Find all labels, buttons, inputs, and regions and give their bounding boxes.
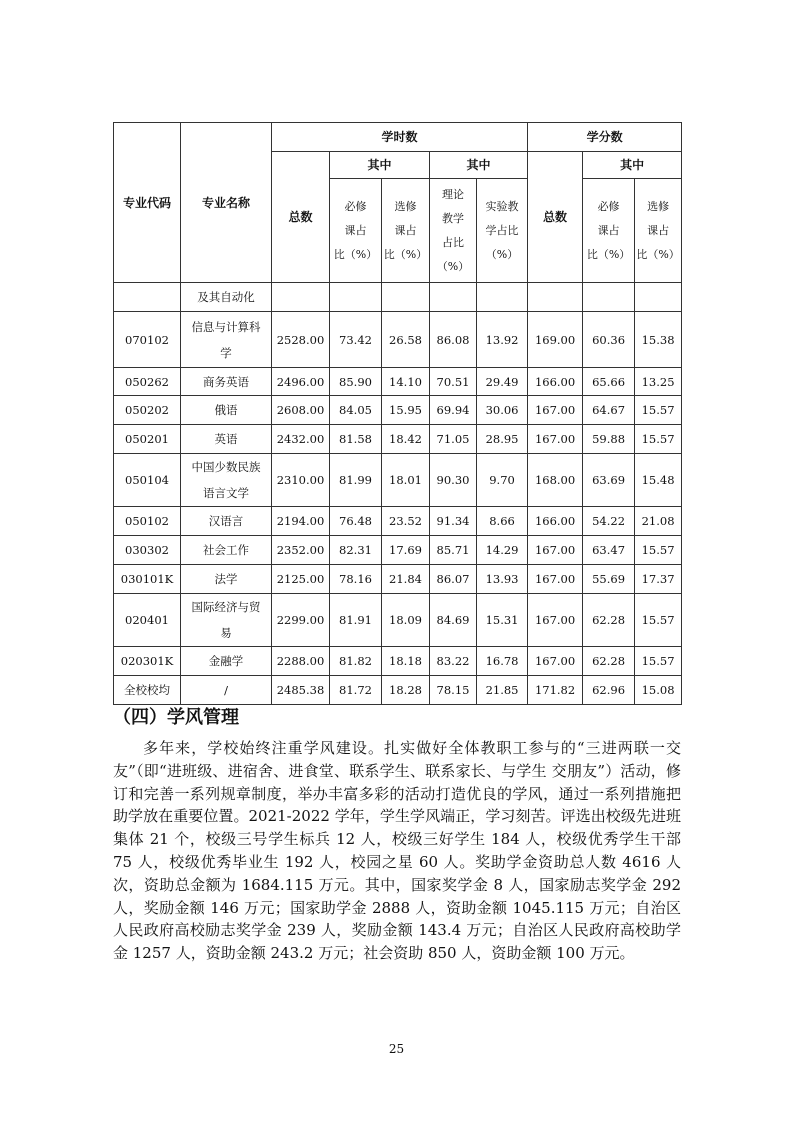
cell-ele-c: 15.48 bbox=[635, 454, 682, 507]
table-row bbox=[114, 536, 682, 565]
cell-ele-c: 15.57 bbox=[635, 396, 682, 425]
curriculum-ratio-table bbox=[113, 122, 682, 705]
cell-theory: 83.22 bbox=[430, 647, 477, 676]
cell-ele-h: 18.28 bbox=[382, 676, 430, 705]
cell-req-c: 65.66 bbox=[583, 368, 635, 396]
cell-req-c: 54.22 bbox=[583, 507, 635, 536]
cell-ele-h: 18.09 bbox=[382, 594, 430, 647]
cell-lab: 8.66 bbox=[477, 507, 528, 536]
cell-theory: 91.34 bbox=[430, 507, 477, 536]
cell-total-hours: 2528.00 bbox=[272, 312, 330, 368]
cell-name: 社会工作 bbox=[181, 536, 272, 565]
cell-ele-c: 15.08 bbox=[635, 676, 682, 705]
cell-name: 及其自动化 bbox=[181, 283, 272, 312]
cell-code: 030101K bbox=[114, 565, 181, 594]
header-required-hours-ratio: 必修 课占 比（%） bbox=[330, 179, 382, 283]
cell-req-h: 76.48 bbox=[330, 507, 382, 536]
cell-code: 020301K bbox=[114, 647, 181, 676]
cell-req-c: 63.69 bbox=[583, 454, 635, 507]
cell-req-h: 81.82 bbox=[330, 647, 382, 676]
cell-name: 英语 bbox=[181, 425, 272, 454]
cell-total-hours: 2288.00 bbox=[272, 647, 330, 676]
table-body bbox=[114, 283, 682, 705]
cell-code: 030302 bbox=[114, 536, 181, 565]
header-required-credits-ratio: 必修 课占 比（%） bbox=[583, 179, 635, 283]
table-row bbox=[114, 396, 682, 425]
header-hours-of-which-1: 其中 bbox=[330, 152, 430, 179]
header-hours-of-which-2: 其中 bbox=[430, 152, 528, 179]
cell-req-h: 81.91 bbox=[330, 594, 382, 647]
header-credits-of-which: 其中 bbox=[583, 152, 682, 179]
cell-total-hours: 2608.00 bbox=[272, 396, 330, 425]
cell-ele-c: 21.08 bbox=[635, 507, 682, 536]
cell-req-h: 73.42 bbox=[330, 312, 382, 368]
cell-name: 商务英语 bbox=[181, 368, 272, 396]
cell-req-h: 81.99 bbox=[330, 454, 382, 507]
cell-total-hours: 2352.00 bbox=[272, 536, 330, 565]
cell-total-hours: 2125.00 bbox=[272, 565, 330, 594]
header-elective-hours-ratio: 选修 课占 比（%） bbox=[382, 179, 430, 283]
header-credits-group: 学分数 bbox=[528, 123, 682, 152]
cell-ele-h: 26.58 bbox=[382, 312, 430, 368]
header-lab-ratio: 实验教 学占比 （%） bbox=[477, 179, 528, 283]
cell-total-hours: 2485.38 bbox=[272, 676, 330, 705]
cell-ele-h: 18.18 bbox=[382, 647, 430, 676]
cell-ele-h: 21.84 bbox=[382, 565, 430, 594]
cell-req-c: 59.88 bbox=[583, 425, 635, 454]
table-row bbox=[114, 425, 682, 454]
cell-total-credits: 167.00 bbox=[528, 594, 583, 647]
header-hours-group: 学时数 bbox=[272, 123, 528, 152]
cell-total-credits: 167.00 bbox=[528, 425, 583, 454]
cell-req-h: 81.72 bbox=[330, 676, 382, 705]
cell-lab: 15.31 bbox=[477, 594, 528, 647]
cell-total-credits: 166.00 bbox=[528, 368, 583, 396]
cell-ele-c: 15.38 bbox=[635, 312, 682, 368]
cell-total-hours: 2310.00 bbox=[272, 454, 330, 507]
cell-req-c: 63.47 bbox=[583, 536, 635, 565]
cell-req-c: 62.28 bbox=[583, 647, 635, 676]
section-paragraph: 多年来，学校始终注重学风建设。扎实做好全体教职工参与的“三进两联一交友”（即“进班级、进宿舍、进食堂、联系学生、联系家长、与学生 交朋友”）活动，修订和完善一系列规章制度，举办丰富多彩的活动打造优良的学风，通过一系列措施把助学放在重要位置。2021-2022 学年，学生学风端正，学习刻苦。评选出校级先进班集体 21 个，校级三号学生标兵 12 人，校级三好学生 184 人，校级优秀学生干部 75 人，校级优秀毕业生 192 人，校园之星 60 人。奖助学金资助总人数 4616 人次，资助总金额为 1684.115 万元。其中，国家奖学金 8 人，国家励志奖学金 292 人，奖励金额 146 万元；国家助学金 2888 人，资助金额 1045.115 万元；自治区人民政府高校励志奖学金 239 人，奖励金额 143.4 万元；自治区人民政府高校助学金 1257 人，资助金额 243.2 万元；社会资助 850 人，资助金额 100 万元。 bbox=[113, 739, 681, 963]
cell-ele-c: 15.57 bbox=[635, 647, 682, 676]
cell-name: 国际经济与贸 易 bbox=[181, 594, 272, 647]
cell-code: 070102 bbox=[114, 312, 181, 368]
header-theory-ratio: 理论 教学 占比 （%） bbox=[430, 179, 477, 283]
cell-name: / bbox=[181, 676, 272, 705]
cell-code: 020401 bbox=[114, 594, 181, 647]
cell-lab: 30.06 bbox=[477, 396, 528, 425]
page-number: 25 bbox=[388, 1042, 405, 1056]
cell-lab: 21.85 bbox=[477, 676, 528, 705]
table-row bbox=[114, 312, 682, 368]
cell-total-credits: 167.00 bbox=[528, 565, 583, 594]
cell-req-c: 62.96 bbox=[583, 676, 635, 705]
cell-req-h: 81.58 bbox=[330, 425, 382, 454]
cell-code: 050102 bbox=[114, 507, 181, 536]
cell-name: 法学 bbox=[181, 565, 272, 594]
cell-total-credits: 167.00 bbox=[528, 536, 583, 565]
cell-lab: 9.70 bbox=[477, 454, 528, 507]
header-hours-total: 总数 bbox=[272, 152, 330, 283]
cell-ele-c: 17.37 bbox=[635, 565, 682, 594]
cell-theory: 90.30 bbox=[430, 454, 477, 507]
table-row bbox=[114, 368, 682, 396]
cell-ele-h: 15.95 bbox=[382, 396, 430, 425]
cell-total-credits: 171.82 bbox=[528, 676, 583, 705]
cell-theory: 78.15 bbox=[430, 676, 477, 705]
cell-lab: 29.49 bbox=[477, 368, 528, 396]
table-row bbox=[114, 676, 682, 705]
header-major-code: 专业代码 bbox=[114, 123, 181, 283]
cell-req-h: 85.90 bbox=[330, 368, 382, 396]
cell-theory: 86.07 bbox=[430, 565, 477, 594]
cell-lab: 13.93 bbox=[477, 565, 528, 594]
cell-name: 信息与计算科 学 bbox=[181, 312, 272, 368]
cell-name: 俄语 bbox=[181, 396, 272, 425]
cell-req-h: 78.16 bbox=[330, 565, 382, 594]
cell-req-h: 84.05 bbox=[330, 396, 382, 425]
cell-req-c: 60.36 bbox=[583, 312, 635, 368]
header-credits-total: 总数 bbox=[528, 152, 583, 283]
cell-total-hours: 2194.00 bbox=[272, 507, 330, 536]
cell-theory: 70.51 bbox=[430, 368, 477, 396]
cell-theory: 84.69 bbox=[430, 594, 477, 647]
cell-name: 金融学 bbox=[181, 647, 272, 676]
header-elective-credits-ratio: 选修 课占 比（%） bbox=[635, 179, 682, 283]
cell-total-hours: 2299.00 bbox=[272, 594, 330, 647]
cell-ele-c: 15.57 bbox=[635, 536, 682, 565]
cell-theory: 85.71 bbox=[430, 536, 477, 565]
cell-ele-h: 23.52 bbox=[382, 507, 430, 536]
cell-ele-h: 17.69 bbox=[382, 536, 430, 565]
cell-theory: 86.08 bbox=[430, 312, 477, 368]
cell-total-credits: 167.00 bbox=[528, 647, 583, 676]
cell-req-h: 82.31 bbox=[330, 536, 382, 565]
cell-name: 中国少数民族 语言文学 bbox=[181, 454, 272, 507]
section-title: （四）学风管理 bbox=[113, 707, 239, 728]
cell-total-hours: 2496.00 bbox=[272, 368, 330, 396]
cell-total-credits: 167.00 bbox=[528, 396, 583, 425]
cell-req-c: 64.67 bbox=[583, 396, 635, 425]
cell-code: 全校校均 bbox=[114, 676, 181, 705]
cell-theory: 69.94 bbox=[430, 396, 477, 425]
header-major-name: 专业名称 bbox=[181, 123, 272, 283]
cell-lab: 14.29 bbox=[477, 536, 528, 565]
table-row bbox=[114, 507, 682, 536]
cell-name: 汉语言 bbox=[181, 507, 272, 536]
table-row bbox=[114, 594, 682, 647]
cell-total-credits: 166.00 bbox=[528, 507, 583, 536]
cell-code: 050202 bbox=[114, 396, 181, 425]
cell-lab: 28.95 bbox=[477, 425, 528, 454]
cell-ele-c: 13.25 bbox=[635, 368, 682, 396]
table-row bbox=[114, 454, 682, 507]
cell-ele-h: 18.01 bbox=[382, 454, 430, 507]
cell-theory: 71.05 bbox=[430, 425, 477, 454]
cell-total-credits: 168.00 bbox=[528, 454, 583, 507]
cell-ele-c: 15.57 bbox=[635, 425, 682, 454]
cell-ele-c: 15.57 bbox=[635, 594, 682, 647]
cell-lab: 13.92 bbox=[477, 312, 528, 368]
table-row bbox=[114, 565, 682, 594]
cell-req-c: 55.69 bbox=[583, 565, 635, 594]
cell-lab: 16.78 bbox=[477, 647, 528, 676]
cell-total-credits: 169.00 bbox=[528, 312, 583, 368]
cell-code: 050201 bbox=[114, 425, 181, 454]
cell-code: 050262 bbox=[114, 368, 181, 396]
cell-total-hours: 2432.00 bbox=[272, 425, 330, 454]
cell-code: 050104 bbox=[114, 454, 181, 507]
table-row-continuation bbox=[114, 283, 682, 312]
table-row bbox=[114, 647, 682, 676]
cell-ele-h: 14.10 bbox=[382, 368, 430, 396]
cell-req-c: 62.28 bbox=[583, 594, 635, 647]
cell-ele-h: 18.42 bbox=[382, 425, 430, 454]
